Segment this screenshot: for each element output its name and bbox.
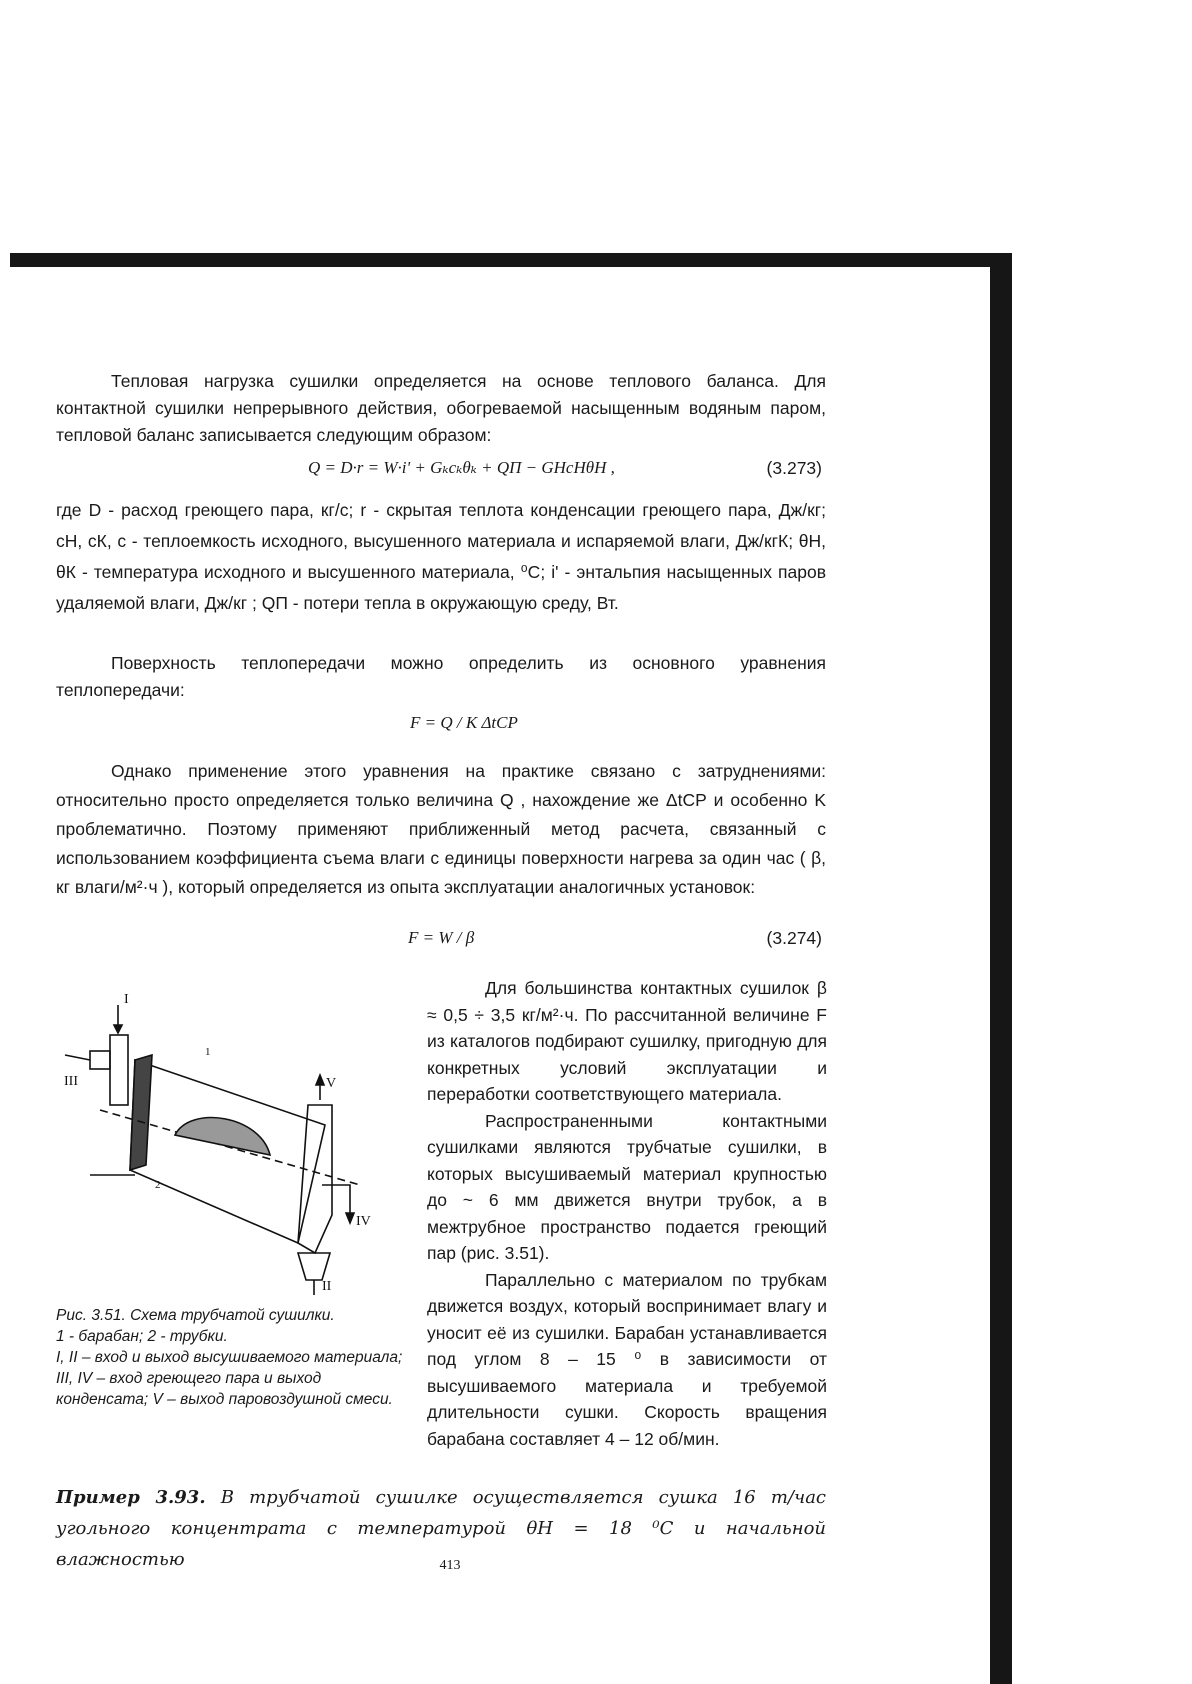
drum-body — [130, 1060, 325, 1243]
tubular-dryer-figure — [60, 985, 430, 1295]
caption-title: Рис. 3.51. Схема трубчатой сушилки. — [56, 1307, 335, 1324]
inlet-pipe — [110, 1035, 128, 1105]
paragraph-drum: Параллельно с материалом по трубкам движется воздух, который воспринимает влагу и уносит её из сушилки. Барабан устанавливается под углом 8 – 15 ⁰ в зависимости от высушиваемого материала и требуемой длительности сушки. Скорость вращения барабана составляет 4 – 12 об/мин. — [427, 1269, 827, 1449]
right-column-text — [427, 975, 827, 1452]
equation-number-3-274: (3.274) — [766, 928, 822, 948]
tubes-bundle — [175, 1118, 270, 1155]
paragraph-tubular: Распространенными контактными сушилками являются трубчатые сушилки, в которых высушиваемый материал крупностью до ~ 6 мм движется внутри трубок, а в межтрубное пространство подается греющий пар (рис. 3.51). — [427, 1110, 827, 1263]
arrow-head-IV — [346, 1213, 354, 1223]
caption-line: I, II – вход и выход высушиваемого материала; III, IV – вход греющего пара и выход конденсата; V – выход паровоздушной смеси. — [56, 1349, 403, 1408]
figure-label: V — [326, 1076, 337, 1091]
figure-label: I — [124, 992, 129, 1007]
cone-outlet — [298, 1253, 330, 1280]
steam-arrow-III — [65, 1055, 90, 1060]
page-number: 413 — [439, 1558, 461, 1573]
figure-label: 1 — [205, 1046, 211, 1058]
figure-label: III — [64, 1074, 78, 1089]
paragraph-approximation: Однако применение этого уравнения на практике связано с затруднениями: относительно просто определяется только величина Q , нахождение же ΔtСР и особенно K проблематично. Поэтому применяют приближенный метод расчета, связанный с использованием коэффициента съема влаги с единицы поверхности нагрева за один час ( β, кг влаги/м²·ч ), который определяется из опыта эксплуатации аналогичных установок: — [56, 761, 826, 897]
equation-f-q-k: F = Q / K ΔtСР — [410, 713, 518, 732]
condensate-pipe — [322, 1185, 350, 1215]
arrow-head-V — [316, 1075, 324, 1085]
figure-caption — [56, 1305, 411, 1410]
scan-border-right — [990, 253, 1012, 1684]
steam-inlet — [90, 1051, 110, 1069]
caption-line: 1 - барабан; 2 - трубки. — [56, 1328, 228, 1345]
equation-3-274: F = W / β — [408, 928, 475, 947]
example-text: В трубчатой сушилке осуществляется сушка 16 т/час угольного концентрата с температурой θН = 18 ⁰C и начальной влажностью — [56, 1487, 827, 1570]
drum-end-ring — [130, 1055, 152, 1170]
paragraph-beta: Для большинства контактных сушилок β ≈ 0,5 ÷ 3,5 кг/м²·ч. По рассчитанной величине F из каталогов подбирают сушилку, пригодную для конкретных условий эксплуатации и переработки соответствующего материала. — [427, 978, 827, 1104]
paragraph-notation: где D - расход греющего пара, кг/с; r - скрытая теплота конденсации греющего пара, Дж/кг; cН, cК, c - теплоемкость исходного, высушенного материала и испаряемой влаги, Дж/кгК; θН, θК - температура исходного и высушенного материала, ⁰C; i' - энтальпия насыщенных паров удаляемой влаги, Дж/кг ; QП - потери тепла в окружающую среду, Вт. — [56, 500, 826, 613]
figure-label: II — [322, 1279, 332, 1294]
equation-number-3-273: (3.273) — [766, 458, 822, 478]
equation-3-273: Q = D·r = W·i' + Gₖcₖθₖ + QП − GНcНθН , — [308, 458, 615, 477]
figure-label: 2 — [155, 1179, 161, 1191]
outlet-hood — [298, 1105, 332, 1253]
scan-border-top — [10, 253, 1000, 267]
paragraph-heat-load: Тепловая нагрузка сушилки определяется на основе теплового баланса. Для контактной сушилки непрерывного действия, обогреваемой насыщенным водяным паром, тепловой баланс записывается следующим образом: — [56, 371, 826, 445]
arrow-head-I — [114, 1025, 122, 1033]
paragraph-surface: Поверхность теплопередачи можно определить из основного уравнения теплопередачи: — [56, 653, 826, 700]
example-heading: Пример 3.93. — [56, 1487, 206, 1508]
figure-label: IV — [356, 1214, 371, 1229]
